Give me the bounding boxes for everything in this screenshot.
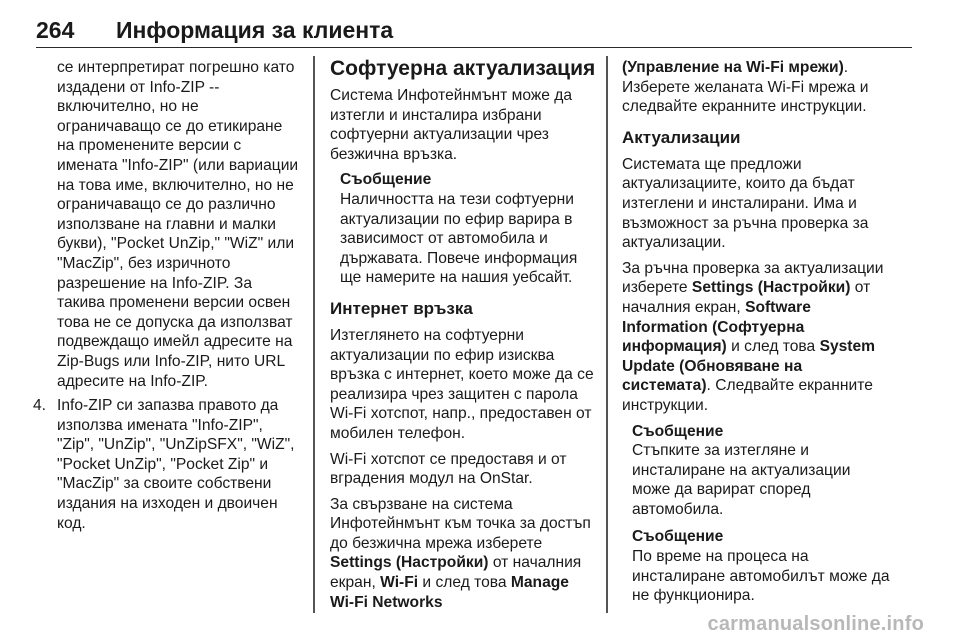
menu-term: Software Information (Софтуерна информация)	[622, 298, 811, 356]
text-run: и след това	[418, 574, 511, 592]
list-item	[33, 396, 303, 533]
note-text: Стъпките за изтегляне и инсталиране на актуализации може да варират според автомобила.	[632, 442, 851, 518]
list-item-number: 4.	[33, 397, 47, 415]
note-text: Наличността на тези софтуерни актуализации по ефир варира в зависимост от автомобила и държавата. Повече информация ще намерите на нашия уебсайт.	[340, 190, 578, 287]
page-number: 264	[36, 17, 75, 43]
note-box	[330, 170, 596, 288]
column-divider-left	[313, 56, 315, 613]
text-run: За ръчна проверка за актуализации изберете	[622, 259, 884, 297]
note-title: Съобщение	[340, 171, 432, 189]
text-run: . Следвайте екранните инструкции.	[622, 377, 873, 414]
watermark: carmanualsonline.info	[707, 613, 924, 635]
text-run: от началния екран,	[622, 279, 871, 316]
menu-term: Settings (Настройки)	[691, 279, 851, 297]
note-box	[622, 422, 890, 520]
intro-paragraph: Система Инфотейнмънт може да изтегли и инсталира избрани софтуерни актуализации чрез безжична връзка.	[330, 87, 573, 163]
text-run: . Изберете желаната Wi-Fi мрежа и следвайте екранните инструкции.	[622, 59, 869, 116]
continued-paragraph: се интерпретират погрешно като издадени от Info-ZIP -- включително, но не ограничаващо се до етикиране на променените версии с имената "Info-ZIP" (или вариации на това име, включително, но не ограничаващо се до различно използване на главни и малки букви), "Pocket UnZip," "WiZ" или "MacZip", без изричното разрешение на Info-ZIP. За такива променени версии освен това не се допуска да използват подвеждащо имейл адресите на Zip-Bugs или Info-ZIP, нито URL адресите на Info-ZIP.	[57, 59, 299, 390]
menu-term: Manage Wi-Fi Networks	[330, 574, 569, 611]
note-box	[622, 527, 890, 605]
text-run: и след това	[726, 338, 820, 356]
subsection-heading: Актуализации	[622, 127, 741, 147]
menu-term: (Управление на Wi-Fi мрежи)	[622, 59, 844, 76]
column-left	[33, 58, 303, 533]
subsection-heading: Интернет връзка	[330, 298, 473, 318]
list-item-text: Info-ZIP си запазва правото да използва имената "Info-ZIP", "Zip", "UnZip", "UnZipSFX", "WiZ", "Pocket UnZip", "Pocket Zip" и "MacZip" за своите собствени издания на изходен и двоичен код.	[57, 397, 295, 532]
column-middle	[330, 58, 596, 618]
column-divider-right	[606, 56, 608, 613]
text-run: от началния екран,	[330, 554, 582, 592]
menu-term: System Update (Обновяване на системата)	[622, 338, 876, 395]
paragraph	[622, 259, 890, 416]
page-header	[36, 9, 912, 48]
paragraph: Системата ще предложи актуализациите, които да бъдат изтеглени и инсталирани. Има и възможност за ръчна проверка за актуализации.	[622, 155, 869, 252]
text-run: За свързване на система Инфотейнмънт към точка за достъп до безжична мрежа изберете	[330, 495, 591, 552]
menu-term: Settings (Настройки)	[330, 554, 489, 572]
paragraph	[622, 58, 890, 117]
paragraph: Изтеглянето на софтуерни актуализации по ефир изисква връзка с интернет, което може да се реализира чрез защитен с парола Wi-Fi хотспот, напр., предоставен от мобилен телефон.	[330, 326, 594, 442]
paragraph	[330, 495, 596, 613]
column-right	[622, 58, 890, 614]
note-text: По време на процеса на инсталиране автомобилът може да не функционира.	[632, 548, 890, 605]
menu-term: Wi-Fi	[380, 574, 419, 592]
page-title: Информация за клиента	[116, 17, 394, 43]
note-title: Съобщение	[632, 422, 724, 440]
note-title: Съобщение	[632, 528, 724, 546]
paragraph: Wi-Fi хотспот се предоставя и от вградения модул на OnStar.	[330, 450, 567, 488]
section-heading: Софтуерна актуализация	[330, 57, 596, 80]
